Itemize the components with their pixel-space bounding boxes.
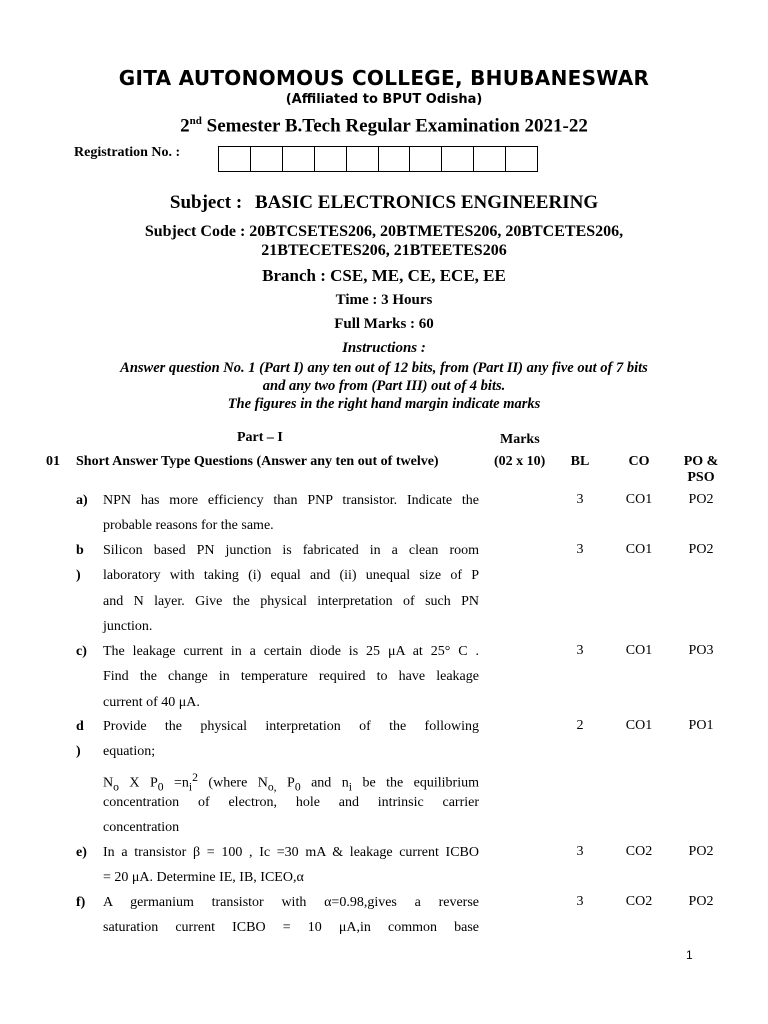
question-line: concentration — [103, 820, 180, 836]
bl-value: 3 — [576, 492, 584, 507]
eq-sub: i — [348, 780, 353, 794]
question-line: The leakage current in a certain diode is 25 μA at 25° C . — [103, 644, 479, 659]
bl-value: 3 — [576, 894, 584, 909]
eq-sub: o, — [267, 780, 277, 794]
question-text-c — [103, 639, 479, 715]
po-value: PO2 — [688, 492, 714, 507]
po-heading — [676, 454, 726, 486]
co-value: CO2 — [625, 894, 653, 909]
subject-name: BASIC ELECTRONICS ENGINEERING — [254, 192, 599, 213]
question-line: NPN has more efficiency than PNP transistor. Indicate the — [103, 493, 479, 508]
eq-sub: 0 — [157, 780, 164, 794]
po-heading-line1: PO & — [683, 454, 719, 469]
bl-value: 2 — [576, 718, 584, 733]
exam-superscript: nd — [189, 115, 202, 127]
po-value: PO2 — [688, 894, 714, 909]
eq-eq: =n — [163, 775, 189, 791]
co-value: CO1 — [625, 643, 653, 658]
instructions-line2: and any two from (Part III) out of 4 bits. — [262, 378, 506, 394]
eq-sub: o — [113, 780, 119, 794]
subject-line — [0, 192, 768, 214]
reg-box — [410, 147, 442, 171]
question-text-e — [103, 840, 479, 891]
po-heading-line2: PSO — [687, 470, 715, 485]
question-line: equation; — [103, 744, 156, 760]
bl-heading: BL — [570, 454, 590, 469]
reg-box — [379, 147, 411, 171]
subject-code — [0, 222, 768, 260]
label-part: b — [76, 543, 84, 558]
eq-n: N — [103, 775, 114, 791]
part-heading: Part – I — [237, 430, 283, 445]
instructions-title: Instructions : — [342, 340, 426, 356]
marks-value: (02 x 10) — [494, 454, 546, 469]
co-heading: CO — [628, 454, 650, 469]
label-part: ) — [76, 568, 81, 584]
reg-box — [442, 147, 474, 171]
question-text-f — [103, 890, 479, 941]
question-line: Find the change in temperature required to have leakage — [103, 669, 479, 685]
question-line: Silicon based PN junction is fabricated in a clean room — [103, 543, 479, 558]
eq-text: (where N — [197, 775, 268, 791]
question-label-c: c) — [76, 644, 87, 659]
question-line: Provide the physical interpretation of the following — [103, 719, 479, 734]
exam-title — [0, 115, 768, 137]
question-label-f: f) — [76, 895, 86, 910]
label-part: ) — [76, 744, 81, 760]
question-label-d — [76, 714, 90, 765]
eq-x: X P — [118, 775, 158, 791]
po-value: PO3 — [688, 643, 714, 658]
eq-sub: 0 — [294, 780, 301, 794]
exam-title-rest: Semester B.Tech Regular Examination 2021-22 — [201, 115, 588, 137]
eq-text: be the equilibrium — [352, 775, 479, 791]
co-value: CO2 — [625, 844, 653, 859]
reg-box — [315, 147, 347, 171]
question-number: 01 — [46, 454, 60, 469]
affiliation: (Affiliated to BPUT Odisha) — [285, 92, 483, 107]
eq-text: P — [276, 775, 295, 791]
co-value: CO1 — [625, 718, 653, 733]
eq-sub: i — [188, 780, 193, 794]
po-value: PO2 — [688, 542, 714, 557]
question-line: and N layer. Give the physical interpretation of such PN — [103, 593, 479, 609]
reg-box — [347, 147, 379, 171]
question-label-e: e) — [76, 845, 87, 860]
label-part: d — [76, 719, 84, 734]
branch: Branch : CSE, ME, CE, ECE, EE — [262, 266, 506, 285]
exam-number: 2 — [180, 115, 190, 137]
time: Time : 3 Hours — [335, 292, 433, 308]
equation-line — [103, 765, 479, 794]
question-line: A germanium transistor with α=0.98,gives a reverse — [103, 895, 479, 910]
instructions-line3: The figures in the right hand margin indicate marks — [227, 396, 541, 412]
reg-box — [251, 147, 283, 171]
reg-box — [474, 147, 506, 171]
marks-heading: Marks — [500, 432, 540, 447]
bl-value: 3 — [576, 643, 584, 658]
question-line: current of 40 μA. — [103, 694, 200, 710]
question-line: = 20 μA. Determine IE, IB, ICEO,α — [103, 870, 304, 886]
co-value: CO1 — [625, 542, 653, 557]
eq-sup: 2 — [192, 770, 198, 784]
po-value: PO2 — [688, 844, 714, 859]
question-line: laboratory with taking (i) equal and (ii) unequal size of P — [103, 568, 479, 584]
bl-value: 3 — [576, 542, 584, 557]
college-name: GITA AUTONOMOUS COLLEGE, BHUBANESWAR — [118, 66, 650, 90]
reg-box — [283, 147, 315, 171]
po-value: PO1 — [688, 718, 714, 733]
question-line: In a transistor β = 100 , Ic =30 mA & leakage current ICBO — [103, 845, 479, 860]
section-title: Short Answer Type Questions (Answer any ten out of twelve) — [76, 454, 439, 469]
question-text-a — [103, 488, 479, 539]
reg-box — [219, 147, 251, 171]
registration-boxes — [218, 146, 538, 172]
subject-label: Subject : — [169, 192, 243, 213]
question-line: saturation current ICBO = 10 μA,in common base — [103, 920, 479, 936]
co-value: CO1 — [625, 492, 653, 507]
instructions — [0, 359, 768, 413]
question-label-a: a) — [76, 493, 88, 508]
question-line: concentration of electron, hole and intrinsic carrier — [103, 794, 479, 810]
subject-code-line2: 21BTECETES206, 21BTEETES206 — [261, 242, 507, 259]
question-line: probable reasons for the same. — [103, 518, 274, 534]
full-marks: Full Marks : 60 — [334, 316, 434, 332]
question-label-b — [76, 538, 90, 589]
eq-text: and n — [300, 775, 349, 791]
reg-box — [506, 147, 537, 171]
registration-label: Registration No. : — [74, 145, 181, 160]
instructions-line1: Answer question No. 1 (Part I) any ten out of 12 bits, from (Part II) any five out of 7 bits — [120, 360, 648, 376]
page-number: 1 — [686, 948, 693, 962]
question-text-d — [103, 714, 479, 840]
question-text-b — [103, 538, 479, 639]
question-line: junction. — [103, 618, 153, 634]
subject-code-line1: Subject Code : 20BTCSETES206, 20BTMETES206, 20BTCETES206, — [144, 223, 624, 240]
bl-value: 3 — [576, 844, 584, 859]
